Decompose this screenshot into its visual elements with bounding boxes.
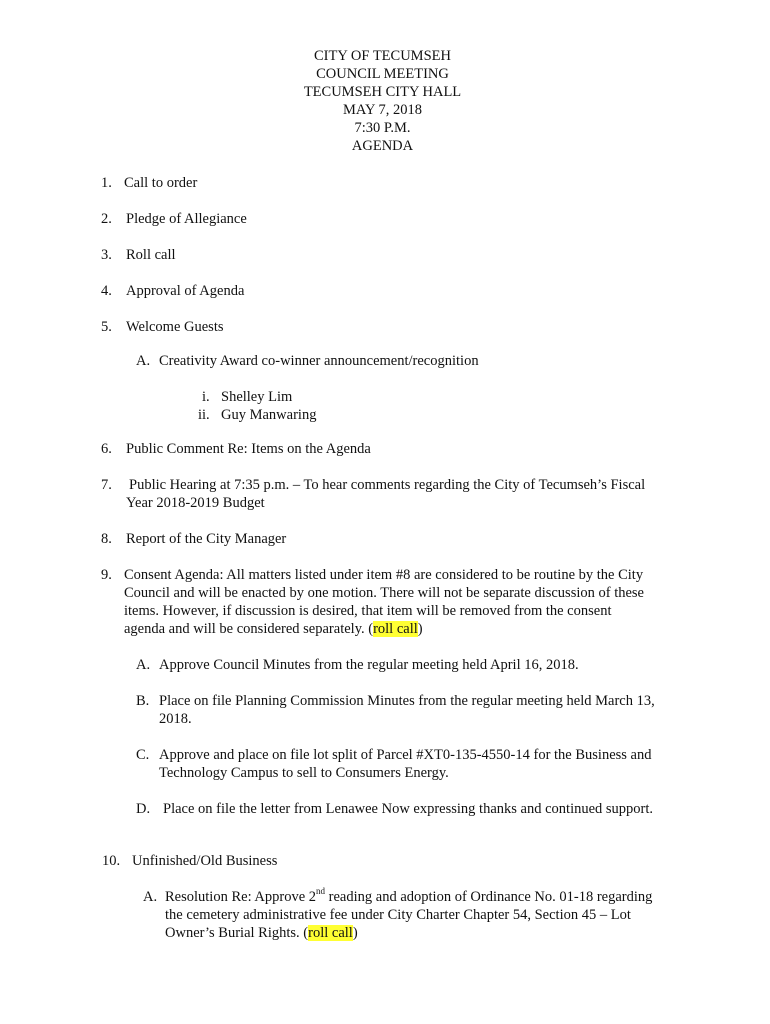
item-number: 1.	[101, 175, 112, 191]
item-number: 4.	[101, 283, 112, 299]
item-text-line4	[124, 620, 423, 638]
item-text-line2: 2018.	[159, 711, 192, 727]
item-roman: ii.	[198, 407, 210, 423]
item-text-line1: Place on file Planning Commission Minutes from the regular meeting held March 13,	[159, 693, 655, 709]
item-letter: A.	[136, 657, 151, 673]
line4-text: agenda and will be considered separately. (	[124, 621, 374, 637]
item-text-line1: Consent Agenda: All matters listed under item #8 are considered to be routine by the City	[124, 567, 644, 583]
item-number: 3.	[101, 247, 112, 263]
item-text-line1: Public Hearing at 7:35 p.m. – To hear comments regarding the City of Tecumseh’s Fiscal	[129, 477, 646, 493]
item-letter: C.	[136, 747, 150, 763]
line1-text: Resolution Re: Approve 2	[165, 889, 317, 905]
item-text: Call to order	[124, 175, 198, 191]
item-text: Approval of Agenda	[126, 283, 245, 299]
header-title: AGENDA	[351, 138, 414, 154]
item-text: Creativity Award co-winner announcement/recognition	[159, 353, 479, 369]
header-location: TECUMSEH CITY HALL	[303, 84, 462, 100]
header-date: MAY 7, 2018	[342, 102, 423, 118]
line4-close-paren: )	[417, 621, 423, 637]
item-text: Unfinished/Old Business	[132, 853, 278, 869]
item-text: Pledge of Allegiance	[126, 211, 247, 227]
agenda-header	[0, 47, 765, 155]
item-number: 8.	[101, 531, 112, 547]
item-text: Shelley Lim	[221, 389, 293, 405]
item-roman: i.	[202, 389, 210, 405]
item-number: 7.	[101, 477, 112, 493]
item-text: Report of the City Manager	[126, 531, 287, 547]
item-number: 10.	[102, 853, 121, 869]
roll-call-highlight: roll call	[373, 621, 418, 637]
line3-text: Owner’s Burial Rights. (	[165, 925, 309, 941]
item-text-line3: items. However, if discussion is desired, that item will be removed from the consent	[124, 603, 612, 619]
item-letter: A.	[136, 353, 151, 369]
item-text-line2: the cemetery administrative fee under City Charter Chapter 54, Section 45 – Lot	[165, 907, 631, 923]
item-text-line2: Council and will be enacted by one motion. There will not be separate discussion of these	[124, 585, 644, 601]
item-text-line3	[165, 924, 358, 942]
line3-close-paren: )	[352, 925, 358, 941]
item-text-line1	[165, 888, 652, 906]
item-text: Approve Council Minutes from the regular meeting held April 16, 2018.	[159, 657, 579, 673]
item-text-line2: Year 2018-2019 Budget	[126, 495, 265, 511]
item-number: 5.	[101, 319, 112, 335]
item-text: Place on file the letter from Lenawee Now expressing thanks and continued support.	[163, 801, 654, 817]
item-text-line1: Approve and place on file lot split of Parcel #XT0-135-4550-14 for the Business and	[159, 747, 652, 763]
item-text: Public Comment Re: Items on the Agenda	[126, 441, 371, 457]
line1-text-rest: reading and adoption of Ordinance No. 01-18 regarding	[325, 889, 653, 905]
header-city: CITY OF TECUMSEH	[314, 48, 451, 64]
item-number: 2.	[101, 211, 112, 227]
item-letter: B.	[136, 693, 150, 709]
item-number: 6.	[101, 441, 112, 457]
item-number: 9.	[101, 567, 112, 583]
header-time: 7:30 P.M.	[354, 120, 411, 136]
item-text: Welcome Guests	[126, 319, 224, 335]
item-letter: A.	[143, 889, 158, 905]
roll-call-highlight: roll call	[308, 925, 353, 941]
ordinal-superscript: nd	[316, 886, 326, 897]
item-text: Guy Manwaring	[221, 407, 317, 423]
item-text: Roll call	[126, 247, 176, 263]
item-letter: D.	[136, 801, 151, 817]
item-text-line2: Technology Campus to sell to Consumers Energy.	[159, 765, 449, 781]
header-meeting: COUNCIL MEETING	[316, 66, 449, 82]
